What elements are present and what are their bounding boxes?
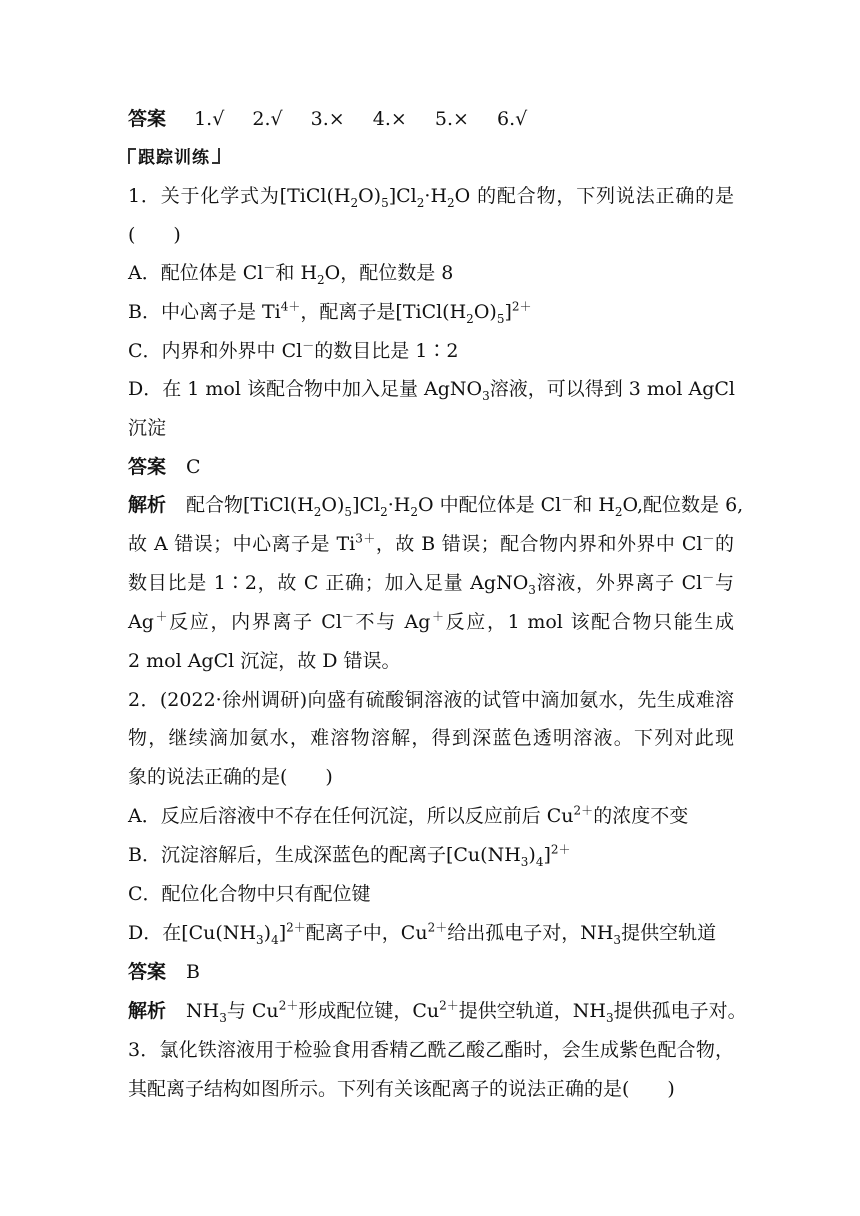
q1-answer: 答案 C	[128, 456, 201, 478]
q1-explanation-1: 解析 配合物$[TiCl(H_2O)_5]Cl_2\cdot H_2O$ 中配位体是 Cl－和 $H_2O$,配位数是 6,	[128, 492, 744, 519]
answer-item: 6.√	[496, 108, 528, 130]
q1-explanation-4: Ag＋反应，内界离子 Cl－不与 Ag＋反应，1 mol 该配合物只能生成	[128, 609, 734, 633]
answer-item: 2.√	[252, 108, 283, 130]
section-tag	[128, 148, 734, 168]
previous-answers-line	[128, 108, 734, 131]
q2-answer: 答案 B	[128, 961, 200, 983]
q1-stem: 1．关于化学式为$[TiCl(H_2O)_5]Cl_2\cdot H_2O$ 的配合物，下列说法正确的是	[128, 185, 734, 210]
q1-explanation-2: 故 A 错误；中心离子是 $Ti^{3+}$，故 B 错误；配合物内界和外界中 Cl－的	[128, 531, 734, 555]
q2-option-a: A．反应后溶液中不存在任何沉淀，所以反应前后 $Cu^{2+}$的浓度不变	[128, 803, 689, 827]
q2-stem-1: 2．(2022·徐州调研)向盛有硫酸铜溶液的试管中滴加氨水，先生成难溶	[128, 689, 734, 711]
q2-option-c: C．配位化合物中只有配位键	[128, 883, 371, 905]
q1-option-d-cont: 沉淀	[128, 417, 167, 439]
q2-explanation: 解析 $NH_3$与 $Cu^{2+}$形成配位键，$Cu^{2+}$提供空轨道，$NH_3$提供孤电子对。	[128, 998, 747, 1025]
bracket-open-icon	[128, 148, 136, 164]
q2-stem-2: 物，继续滴加氨水，难溶物溶解，得到深蓝色透明溶液。下列对此现	[128, 727, 734, 749]
answer-item: 1.√	[194, 108, 225, 130]
section-tag-label: 跟踪训练	[138, 148, 210, 168]
q2-option-d: D．在$[Cu(NH_3)_4]^{2+}$配离子中，$Cu^{2+}$给出孤电子对，$NH_3$提供空轨道	[128, 920, 717, 947]
q1-option-b: B．中心离子是 $Ti^{4+}$，配离子是$[TiCl(H_2O)_5]^{2+}$	[128, 299, 532, 326]
q1-option-c: C．内界和外界中 Cl－的数目比是 1∶2	[128, 338, 459, 362]
answer-label: 答案	[128, 108, 167, 130]
q1-paren: ( )	[128, 224, 181, 246]
answer-item: 5.×	[434, 108, 469, 130]
bracket-close-icon	[212, 148, 220, 164]
q1-explanation-5: 2 mol AgCl 沉淀，故 D 错误。	[128, 650, 401, 672]
q1-option-d: D．在 1 mol 该配合物中加入足量 AgNO$_3$溶液，可以得到 3 mol AgCl	[128, 378, 735, 403]
q1-explanation-3: 数目比是 1∶2，故 C 正确；加入足量 AgNO$_3$溶液，外界离子 Cl－与	[128, 570, 734, 597]
q1-option-a: A．配位体是 Cl－和 $H_2O$，配位数是 8	[128, 260, 454, 287]
q3-stem-1: 3．氯化铁溶液用于检验食用香精乙酰乙酸乙酯时，会生成紫色配合物，	[128, 1039, 734, 1061]
q3-stem-2: 其配离子结构如图所示。下列有关该配离子的说法正确的是( )	[128, 1078, 675, 1100]
answer-item: 4.×	[372, 108, 407, 130]
q2-option-b: B．沉淀溶解后，生成深蓝色的配离子$[Cu(NH_3)_4]^{2+}$	[128, 842, 571, 869]
answer-item: 3.×	[310, 108, 345, 130]
q2-stem-3: 象的说法正确的是( )	[128, 766, 333, 788]
